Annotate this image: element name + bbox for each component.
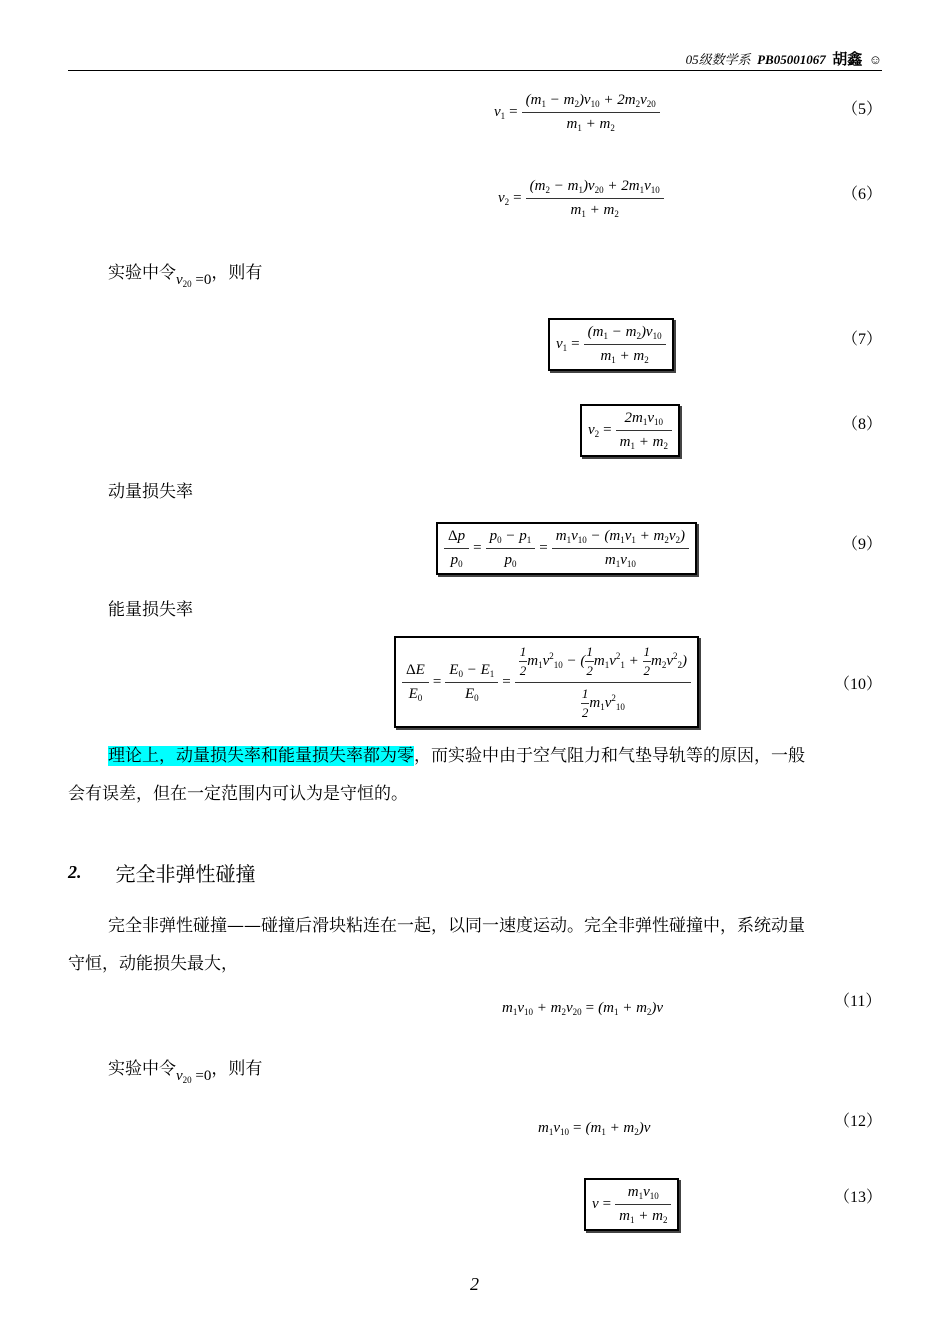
header-grade: 05级数学系: [685, 52, 751, 67]
equation-number-12: （12）: [834, 1113, 883, 1130]
header-name: 胡鑫: [832, 50, 863, 68]
equation-11: $m_1v_{10} + m_2v_{20}$ = $(m_1 + m_2)v$: [502, 1000, 664, 1017]
theory-rest: ，而实验中由于空气阻力和气垫导轨等的原因，一般: [414, 746, 805, 766]
condition-prefix: 实验中令: [108, 1059, 176, 1079]
section-title: 完全非弹性碰撞: [115, 862, 256, 886]
theory-highlight: 理论上，动量损失率和能量损失率都为零: [108, 746, 414, 766]
condition-suffix: ，则有: [211, 1059, 263, 1079]
header-rule: [68, 70, 882, 71]
equation-number-11: （11）: [834, 993, 882, 1010]
theory-line-1: [108, 738, 888, 775]
page-header: [68, 48, 882, 69]
condition-line-1: 实验中令 $v_{20} =0$ ，则有: [108, 244, 262, 303]
equation-number-10: （10）: [834, 676, 883, 693]
smiley-icon: ☺: [868, 52, 882, 67]
section-number: 2.: [68, 862, 82, 882]
equation-number-9: （9）: [842, 536, 883, 553]
theory-line-2: 会有误差，但在一定范围内可认为是守恒的。: [68, 784, 408, 804]
equation-13-box: v = $\frac{m_1v_{10}}{m_1 + m_2}$: [584, 1178, 679, 1231]
page-number: 2: [470, 1274, 479, 1294]
equation-12: $m_1v_{10}$ = $(m_1 + m_2)v$: [538, 1120, 651, 1137]
equation-number-5: （5）: [842, 101, 883, 118]
equation-7-box: $v_1$ = $\frac{(m_1 - m_2)v_{10}}{m_1 + m_2}$: [548, 318, 674, 371]
equation-9-box: $\frac{\Delta p}{p_0}$ = $\frac{p_0 - p_1}{p_0}$ = $\frac{m_1v_{10} - (m_1v_1 + m_2v_2)}{m_1v_{10}}$: [436, 522, 697, 575]
equation-number-8: （8）: [842, 416, 883, 433]
inelastic-line-1: 完全非弹性碰撞——碰撞后滑块粘连在一起，以同一速度运动。完全非弹性碰撞中，系统动量: [108, 916, 805, 936]
equation-6: $v_2$ = $\frac{(m_2 - m_1)v_{20} + 2m_1v_{10}}{m_1 + m_2}$: [498, 178, 664, 219]
equation-number-13: （13）: [834, 1189, 883, 1206]
condition-line-2: 实验中令 $v_{20} =0$ ，则有: [108, 1040, 262, 1099]
equation-5: $v_1$ = $\frac{(m_1 - m_2)v_{10} + 2m_2v_{20}}{m_1 + m_2}$: [494, 92, 660, 133]
condition-prefix: 实验中令: [108, 263, 176, 283]
momentum-loss-label: 动量损失率: [108, 482, 193, 502]
equation-10-box: $\frac{\Delta E}{E_0}$ = $\frac{E_0 - E_1}{E_0}$ = $\frac{1}{2}$ $m_1v^2_{10}$ − ( $\frac{1}{2}$ $m_1v^2_1$ + $\frac{1}{2}$ $m_2v^2_2$) $\frac{1}{2}$ $m_1v^2_{10}$: [394, 636, 699, 728]
energy-loss-label: 能量损失率: [108, 600, 193, 620]
equation-number-6: （6）: [842, 186, 883, 203]
section-heading: [68, 858, 256, 887]
header-student-id: PB05001067: [757, 52, 826, 67]
inelastic-line-2: 守恒，动能损失最大，: [68, 954, 238, 974]
equation-number-7: （7）: [842, 331, 883, 348]
condition-suffix: ，则有: [211, 263, 263, 283]
equation-8-box: $v_2$ = $\frac{2m_1v_{10}}{m_1 + m_2}$: [580, 404, 680, 457]
